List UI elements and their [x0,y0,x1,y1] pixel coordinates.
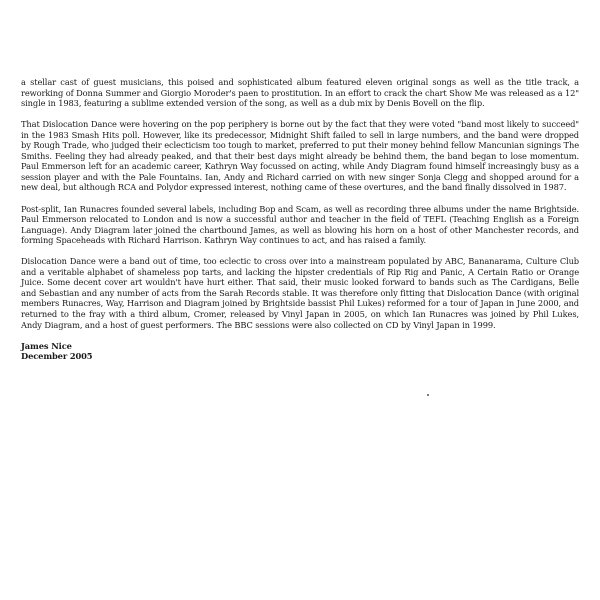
paragraph-legacy: Dislocation Dance were a band out of time, too eclectic to cross over into a mainstream populated by ABC, Bananarama, Culture Club and a veritable alphabet of shameless pop tarts, and lacking the hipster credentials of Rip Rig and Panic, A Certain Ratio or Orange Juice. Some decent cover art wouldn't have hurt either. That said, their music looked forward to bands such as The Cardigans, Belle and Sebastian and any number of acts from the Sarah Records stable. It was therefore only fitting that Dislocation Dance (with original members Runacres, Way, Harrison and Diagram joined by Brightside bassist Phil Lukes) reformed for a tour of Japan in June 2000, and returned to the fray with a third album, Cromer, released by Vinyl Japan in 2005, on which Ian Runacres was joined by Phil Lukes, Andy Diagram, and a host of guest performers. The BBC sessions were also collected on CD by Vinyl Japan in 1999. [21,256,579,330]
paragraph-post-split: Post-split, Ian Runacres founded several labels, including Bop and Scam, as well as recording three albums under the name Brightside. Paul Emmerson relocated to London and is now a successful author and teacher in the field of TEFL (Teaching English as a Foreign Language). Andy Diagram later joined the chartbound James, as well as blowing his horn on a host of other Manchester records, and forming Spaceheads with Richard Harrison. Kathryn Way continues to act, and has raised a family. [21,203,579,246]
signature-block [21,341,579,362]
signature-author: James Nice [21,340,72,351]
paragraph-show-me-single: a stellar cast of guest musicians, this poised and sophisticated album featured eleven original songs as well as the title track, a reworking of Donna Summer and Giorgio Moroder's paen to prostitution. In an effort to crack the chart Show Me was released as a 12" single in 1983, featuring a sublime extended version of the song, as well as a dub mix by Denis Bovell on the flip. [21,77,579,109]
scan-dust-speck [427,394,429,396]
signature-date: December 2005 [21,350,93,361]
liner-notes-page [21,77,579,361]
paragraph-band-decline: That Dislocation Dance were hovering on the pop periphery is borne out by the fact that they were voted "band most likely to succeed" in the 1983 Smash Hits poll. However, like its predecessor, Midnight Shift failed to sell in large numbers, and the band were dropped by Rough Trade, who judged their eclecticism too tough to market, preferred to put their money behind fellow Mancunian signings The Smiths. Feeling they had already peaked, and that their best days might already be behind them, the band began to lose momentum. Paul Emmerson left for an academic career, Kathryn Way focussed on acting, while Andy Diagram found himself increasingly busy as a session player and with the Pale Fountains. Ian, Andy and Richard carried on with new singer Sonja Clegg and shopped around for a new deal, but although RCA and Polydor expressed interest, nothing came of these overtures, and the band finally dissolved in 1987. [21,119,579,193]
